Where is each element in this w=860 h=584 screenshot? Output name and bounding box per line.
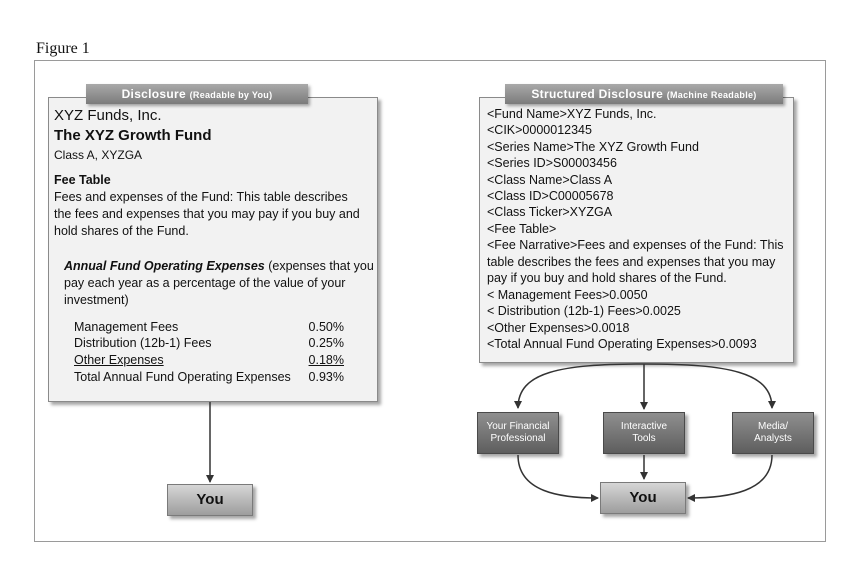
fee-table-title: Fee Table	[54, 173, 111, 187]
structured-header-main: Structured Disclosure	[531, 87, 664, 101]
xml-line: <Class Name>Class A	[487, 173, 613, 187]
xml-line: pay if you buy and hold shares of the Fund.	[487, 271, 727, 285]
disclosure-header-sub: (Readable by You)	[189, 90, 273, 100]
fund-name: The XYZ Growth Fund	[54, 127, 212, 144]
you-box-left: You	[167, 484, 253, 516]
arrow-to-financial	[518, 364, 644, 408]
financial-professional-label: Your Financial	[486, 421, 550, 432]
xml-line: <Total Annual Fund Operating Expenses>0.0093	[487, 337, 757, 351]
disclosure-header-main: Disclosure	[121, 87, 186, 101]
figure-label: Figure 1	[36, 40, 90, 57]
fee-description-line: hold shares of the Fund.	[54, 224, 189, 238]
fee-label-total: Total Annual Fund Operating Expenses	[74, 370, 291, 384]
fee-value-other: 0.18%	[308, 353, 344, 367]
fee-label-other: Other Expenses	[74, 353, 164, 367]
media-analysts-label: Analysts	[754, 433, 792, 444]
fee-value-total: 0.93%	[308, 370, 344, 384]
fee-label-management: Management Fees	[74, 320, 179, 334]
xml-line: table describes the fees and expenses that you may	[487, 255, 776, 269]
fee-value-distribution: 0.25%	[308, 336, 344, 350]
interactive-tools-label: Tools	[632, 433, 656, 444]
media-analysts-label: Media/	[757, 421, 788, 432]
annual-expenses-title: Annual Fund Operating Expenses	[64, 259, 265, 273]
xml-line: <Fee Narrative>Fees and expenses of the Fund: This	[487, 238, 784, 252]
structured-header-sub: (Machine Readable)	[666, 90, 757, 100]
class-line: Class A, XYZGA	[54, 148, 143, 162]
xml-line: < Distribution (12b-1) Fees>0.0025	[487, 304, 681, 318]
xml-line: <Class Ticker>XYZGA	[487, 205, 613, 219]
xml-line: <Other Expenses>0.0018	[487, 321, 630, 335]
xml-line: < Management Fees>0.0050	[487, 288, 648, 302]
arrow-to-media	[644, 364, 772, 408]
arrow-media-to-you	[688, 455, 772, 498]
financial-professional-label: Professional	[490, 433, 546, 444]
xml-line: <CIK>0000012345	[487, 123, 592, 137]
interactive-tools-label: Interactive	[620, 421, 668, 432]
fee-description-line: Fees and expenses of the Fund: This table describes	[54, 190, 348, 204]
annual-expenses-note-line: investment)	[64, 293, 129, 307]
fee-value-management: 0.50%	[308, 320, 344, 334]
fee-description-line: the fees and expenses that you may pay if you buy and	[54, 207, 360, 221]
annual-expenses-note: (expenses that you	[264, 259, 374, 273]
arrow-financial-to-you	[518, 455, 598, 498]
company-name: XYZ Funds, Inc.	[54, 107, 162, 124]
xml-line: <Series ID>S00003456	[487, 156, 617, 170]
you-box-right: You	[600, 482, 686, 514]
xml-line: <Class ID>C00005678	[487, 189, 614, 203]
xml-line: <Fee Table>	[487, 222, 557, 236]
annual-expenses-note-line: pay each year as a percentage of the value of your	[64, 276, 346, 290]
xml-line: <Series Name>The XYZ Growth Fund	[487, 140, 699, 154]
fee-label-distribution: Distribution (12b-1) Fees	[74, 336, 212, 350]
xml-line: <Fund Name>XYZ Funds, Inc.	[487, 107, 657, 121]
